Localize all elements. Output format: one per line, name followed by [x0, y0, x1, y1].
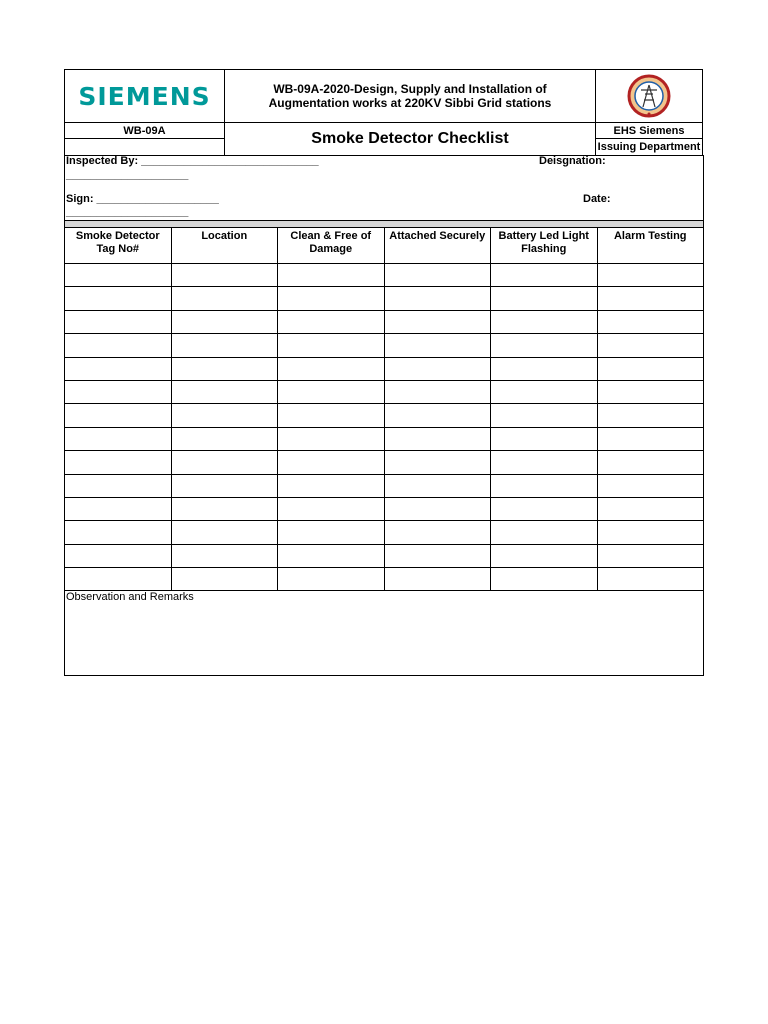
inspection-info: [64, 155, 704, 221]
table-cell[interactable]: [384, 357, 491, 380]
table-row: [65, 357, 704, 380]
table-cell[interactable]: [491, 497, 598, 520]
doc-code: WB-09A: [64, 122, 225, 139]
column-header: Alarm Testing: [597, 228, 704, 264]
table-row: [65, 544, 704, 567]
department-label: Issuing Department: [595, 138, 703, 156]
table-cell[interactable]: [171, 544, 278, 567]
column-header: Clean & Free of Damage: [278, 228, 385, 264]
table-cell[interactable]: [278, 334, 385, 357]
table-cell[interactable]: [491, 474, 598, 497]
table-cell[interactable]: [597, 427, 704, 450]
table-cell[interactable]: [491, 544, 598, 567]
table-cell[interactable]: [65, 568, 172, 591]
table-cell[interactable]: [278, 497, 385, 520]
table-cell[interactable]: [171, 404, 278, 427]
column-header: Battery Led Light Flashing: [491, 228, 598, 264]
table-cell[interactable]: [171, 568, 278, 591]
table-cell[interactable]: [491, 521, 598, 544]
table-cell[interactable]: [278, 310, 385, 333]
table-cell[interactable]: [384, 497, 491, 520]
table-cell[interactable]: [171, 310, 278, 333]
table-cell[interactable]: [597, 521, 704, 544]
table-cell[interactable]: [597, 380, 704, 403]
table-cell[interactable]: [65, 544, 172, 567]
table-row: [65, 310, 704, 333]
inspected-by-continuation: ____________________: [66, 169, 189, 181]
designation-field[interactable]: Deisgnation:: [539, 155, 606, 167]
table-body: [65, 264, 704, 591]
department-column: [595, 122, 703, 156]
table-row: [65, 451, 704, 474]
table-cell[interactable]: [491, 451, 598, 474]
table-cell[interactable]: [597, 357, 704, 380]
table-cell[interactable]: [278, 521, 385, 544]
department-name: EHS Siemens: [595, 122, 703, 139]
header-sub-row: [64, 122, 704, 156]
table-cell[interactable]: [491, 404, 598, 427]
table-cell[interactable]: [491, 568, 598, 591]
table-cell[interactable]: [65, 521, 172, 544]
table-cell[interactable]: [597, 287, 704, 310]
table-cell[interactable]: [65, 287, 172, 310]
table-cell[interactable]: [278, 287, 385, 310]
table-cell[interactable]: [65, 357, 172, 380]
table-cell[interactable]: [597, 474, 704, 497]
table-cell[interactable]: [278, 427, 385, 450]
form-title: Smoke Detector Checklist: [224, 122, 596, 156]
table-cell[interactable]: [65, 497, 172, 520]
table-cell[interactable]: [171, 357, 278, 380]
table-cell[interactable]: [491, 357, 598, 380]
table-cell[interactable]: [384, 310, 491, 333]
doc-code-column: [64, 122, 225, 156]
table-cell[interactable]: [384, 427, 491, 450]
table-row: [65, 497, 704, 520]
table-cell[interactable]: [278, 404, 385, 427]
sign-field[interactable]: Sign: ____________________: [66, 193, 219, 205]
project-title: WB-09A-2020-Design, Supply and Installation of Augmentation works at 220KV Sibbi Grid stations: [224, 69, 596, 123]
table-cell[interactable]: [491, 287, 598, 310]
table-cell[interactable]: [491, 264, 598, 287]
table-row: [65, 521, 704, 544]
table-cell[interactable]: [171, 334, 278, 357]
table-cell[interactable]: [597, 334, 704, 357]
remarks-label: Observation and Remarks: [66, 591, 194, 604]
table-cell[interactable]: [171, 287, 278, 310]
checklist-table: [64, 227, 704, 591]
table-cell[interactable]: [65, 474, 172, 497]
table-cell[interactable]: [384, 474, 491, 497]
date-field[interactable]: Date:: [583, 193, 611, 205]
table-cell[interactable]: [65, 334, 172, 357]
table-row: [65, 380, 704, 403]
table-cell[interactable]: [491, 427, 598, 450]
table-cell[interactable]: [65, 427, 172, 450]
table-cell[interactable]: [597, 568, 704, 591]
table-cell[interactable]: [597, 310, 704, 333]
table-cell[interactable]: [384, 544, 491, 567]
doc-code-blank: [64, 138, 225, 156]
table-cell[interactable]: [171, 380, 278, 403]
column-header: Location: [171, 228, 278, 264]
table-cell[interactable]: [384, 380, 491, 403]
table-cell[interactable]: [171, 521, 278, 544]
checklist-sheet: [64, 69, 704, 676]
table-cell[interactable]: [597, 404, 704, 427]
table-row: [65, 568, 704, 591]
table-cell[interactable]: [491, 310, 598, 333]
table-cell[interactable]: [384, 334, 491, 357]
table-cell[interactable]: [384, 264, 491, 287]
remarks-box[interactable]: [64, 590, 704, 676]
table-cell[interactable]: [278, 544, 385, 567]
table-cell[interactable]: [597, 497, 704, 520]
column-header: Smoke Detector Tag No#: [65, 228, 172, 264]
table-cell[interactable]: [597, 544, 704, 567]
table-cell[interactable]: [65, 310, 172, 333]
table-row: [65, 474, 704, 497]
table-row: [65, 404, 704, 427]
table-cell[interactable]: [171, 451, 278, 474]
logo-cell: [64, 69, 225, 123]
table-cell[interactable]: [65, 380, 172, 403]
table-cell[interactable]: [597, 264, 704, 287]
table-cell[interactable]: [384, 404, 491, 427]
table-row: [65, 264, 704, 287]
inspected-by-field[interactable]: Inspected By: _____________________________: [66, 155, 319, 167]
table-cell[interactable]: [278, 357, 385, 380]
table-cell[interactable]: [384, 451, 491, 474]
column-header: Attached Securely: [384, 228, 491, 264]
table-cell[interactable]: [65, 404, 172, 427]
table-cell[interactable]: [171, 474, 278, 497]
header-row: [64, 69, 704, 123]
table-header-row: [65, 228, 704, 264]
sign-continuation: ____________________: [66, 206, 189, 218]
table-cell[interactable]: [597, 451, 704, 474]
table-cell[interactable]: [278, 568, 385, 591]
table-row: [65, 334, 704, 357]
table-cell[interactable]: [384, 568, 491, 591]
siemens-logo: SIEMENS: [78, 81, 211, 111]
table-cell[interactable]: [491, 334, 598, 357]
table-cell[interactable]: [171, 497, 278, 520]
table-cell[interactable]: [171, 427, 278, 450]
table-row: [65, 427, 704, 450]
table-cell[interactable]: [65, 451, 172, 474]
table-cell[interactable]: [278, 451, 385, 474]
company-seal-icon: [627, 74, 671, 118]
table-cell[interactable]: [278, 380, 385, 403]
table-cell[interactable]: [278, 474, 385, 497]
table-cell[interactable]: [384, 287, 491, 310]
table-cell[interactable]: [491, 380, 598, 403]
table-cell[interactable]: [171, 264, 278, 287]
table-row: [65, 287, 704, 310]
seal-cell: [595, 69, 703, 123]
table-cell[interactable]: [278, 264, 385, 287]
table-cell[interactable]: [65, 264, 172, 287]
table-cell[interactable]: [384, 521, 491, 544]
